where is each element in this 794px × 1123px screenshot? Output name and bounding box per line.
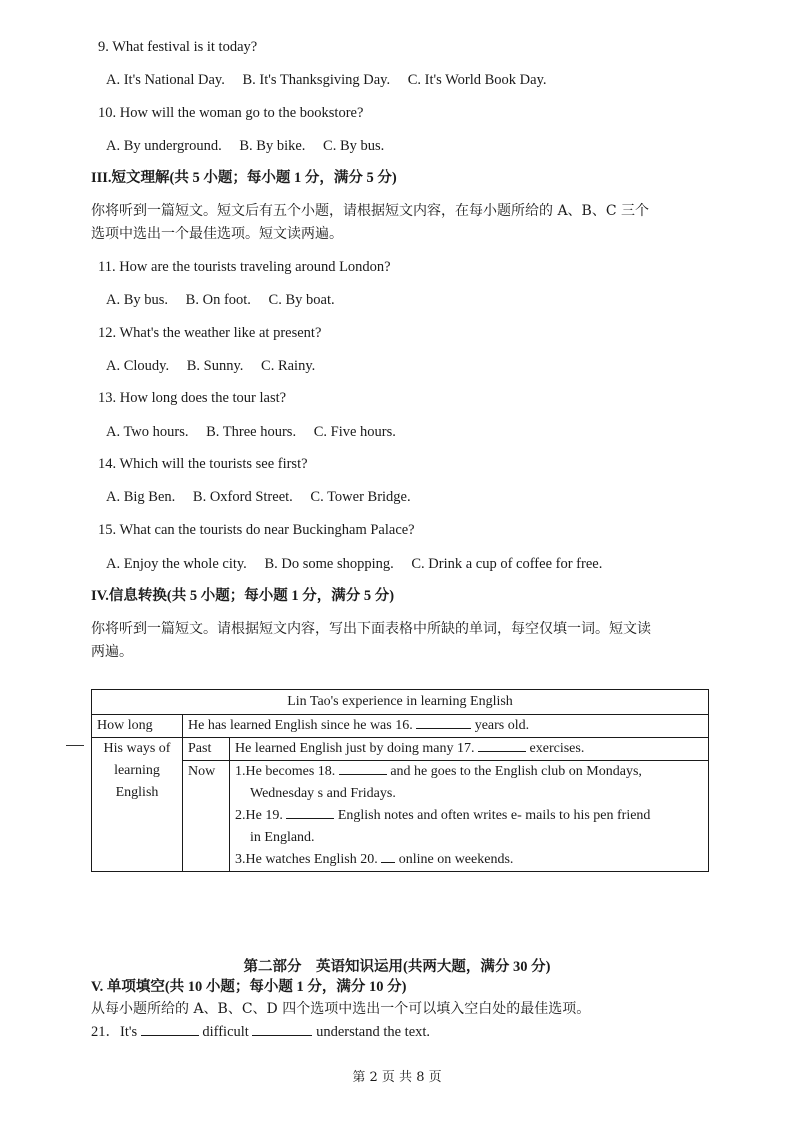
row-label-how-long: How long <box>92 715 183 738</box>
answer-blank-19[interactable] <box>286 806 334 819</box>
past-cell <box>230 738 709 761</box>
label-line: English <box>115 785 159 800</box>
option: B. On foot. <box>185 292 251 308</box>
question-stem: 12. What's the weather like at present? <box>98 325 322 341</box>
question-stem: 11. How are the tourists traveling around London? <box>98 259 391 275</box>
now-item-2 <box>235 805 703 827</box>
table-title: Lin Tao's experience in learning English <box>92 690 709 715</box>
question-options <box>106 137 398 155</box>
answer-blank-16[interactable] <box>416 716 471 729</box>
cell-text: 1.He becomes 18. <box>235 764 336 779</box>
now-item-1-cont: Wednesday s and Fridays. <box>250 786 396 801</box>
question-options <box>106 423 410 441</box>
answer-blank-21a[interactable] <box>141 1023 199 1036</box>
label-line: His ways of <box>103 741 171 756</box>
option: A. By underground. <box>106 138 222 154</box>
question-options <box>106 357 329 375</box>
how-long-cell <box>183 715 709 738</box>
cell-text: 3.He watches English 20. <box>235 852 378 867</box>
option: A. Two hours. <box>106 424 189 440</box>
option: C. Tower Bridge. <box>310 489 411 505</box>
section-instruction: 你将听到一篇短文。短文后有五个小题，请根据短文内容，在每小题所给的 A、B、C 三个 <box>91 203 650 219</box>
now-item-3 <box>235 849 703 871</box>
question-stem: 15. What can the tourists do near Buckingham Palace? <box>98 522 415 538</box>
cell-text: He learned English just by doing many 17. <box>235 741 475 756</box>
answer-blank-17[interactable] <box>478 739 526 752</box>
cell-text: 2.He 19. <box>235 808 283 823</box>
option: C. By boat. <box>268 292 335 308</box>
sub-label-past: Past <box>183 738 230 761</box>
row-label-ways <box>92 738 183 872</box>
question-stem: 9. What festival is it today? <box>98 39 258 55</box>
option: A. Cloudy. <box>106 358 170 374</box>
info-table <box>91 689 709 872</box>
cell-text: understand the text. <box>316 1024 431 1040</box>
answer-blank-20[interactable] <box>381 850 395 863</box>
option: B. Sunny. <box>186 358 244 374</box>
page-number: 第 2 页 共 8 页 <box>352 1070 442 1085</box>
option: A. Big Ben. <box>106 489 176 505</box>
option: A. Enjoy the whole city. <box>106 556 247 572</box>
label-line: learning <box>114 763 160 778</box>
section-instruction: 从每小题所给的 A、B、C、D 四个选项中选出一个可以填入空白处的最佳选项。 <box>91 1001 591 1017</box>
margin-mark <box>66 745 84 746</box>
section-heading: IV.信息转换(共 5 小题；每小题 1 分，满分 5 分) <box>91 588 395 604</box>
question-options <box>106 488 425 506</box>
now-cell <box>230 761 709 872</box>
cell-text: English notes and often writes e- mails to his pen friend <box>337 808 651 823</box>
option: B. Do some shopping. <box>264 556 394 572</box>
now-item-2-cont: in England. <box>250 830 315 845</box>
cell-text: exercises. <box>529 741 585 756</box>
option: B. It's Thanksgiving Day. <box>242 72 391 88</box>
question-stem: 10. How will the woman go to the bookstore? <box>98 105 364 121</box>
option: C. Drink a cup of coffee for free. <box>411 556 603 572</box>
option: C. Rainy. <box>261 358 316 374</box>
cell-text: online on weekends. <box>398 852 514 867</box>
cell-text: 21．It's <box>91 1024 138 1040</box>
section-heading: V. 单项填空(共 10 小题；每小题 1 分，满分 10 分) <box>91 979 407 995</box>
question-21 <box>91 1023 430 1041</box>
now-item-1 <box>235 761 703 783</box>
option: B. Three hours. <box>206 424 297 440</box>
cell-text: difficult <box>202 1024 249 1040</box>
cell-text: and he goes to the English club on Mondays, <box>390 764 642 779</box>
option: C. By bus. <box>323 138 385 154</box>
option: C. Five hours. <box>313 424 396 440</box>
cell-text: years old. <box>474 718 530 733</box>
option: B. Oxford Street. <box>192 489 293 505</box>
cell-text: He has learned English since he was 16. <box>188 718 413 733</box>
question-options <box>106 555 616 573</box>
part-title: 第二部分 英语知识运用(共两大题，满分 30 分) <box>243 959 551 975</box>
section-heading: III.短文理解(共 5 小题；每小题 1 分，满分 5 分) <box>91 170 397 186</box>
answer-blank-18[interactable] <box>339 762 387 775</box>
question-options <box>106 71 561 89</box>
section-instruction: 你将听到一篇短文。请根据短文内容，写出下面表格中所缺的单词，每空仅填一词。短文读 <box>91 621 651 637</box>
option: B. By bike. <box>239 138 306 154</box>
section-instruction: 两遍。 <box>91 644 133 660</box>
answer-blank-21b[interactable] <box>252 1023 312 1036</box>
question-stem: 14. Which will the tourists see first? <box>98 456 308 472</box>
sub-label-now: Now <box>183 761 230 872</box>
option: A. It's National Day. <box>106 72 225 88</box>
section-instruction: 选项中选出一个最佳选项。短文读两遍。 <box>91 226 343 242</box>
option: A. By bus. <box>106 292 169 308</box>
option: C. It's World Book Day. <box>407 72 547 88</box>
question-options <box>106 291 349 309</box>
question-stem: 13. How long does the tour last? <box>98 390 287 406</box>
